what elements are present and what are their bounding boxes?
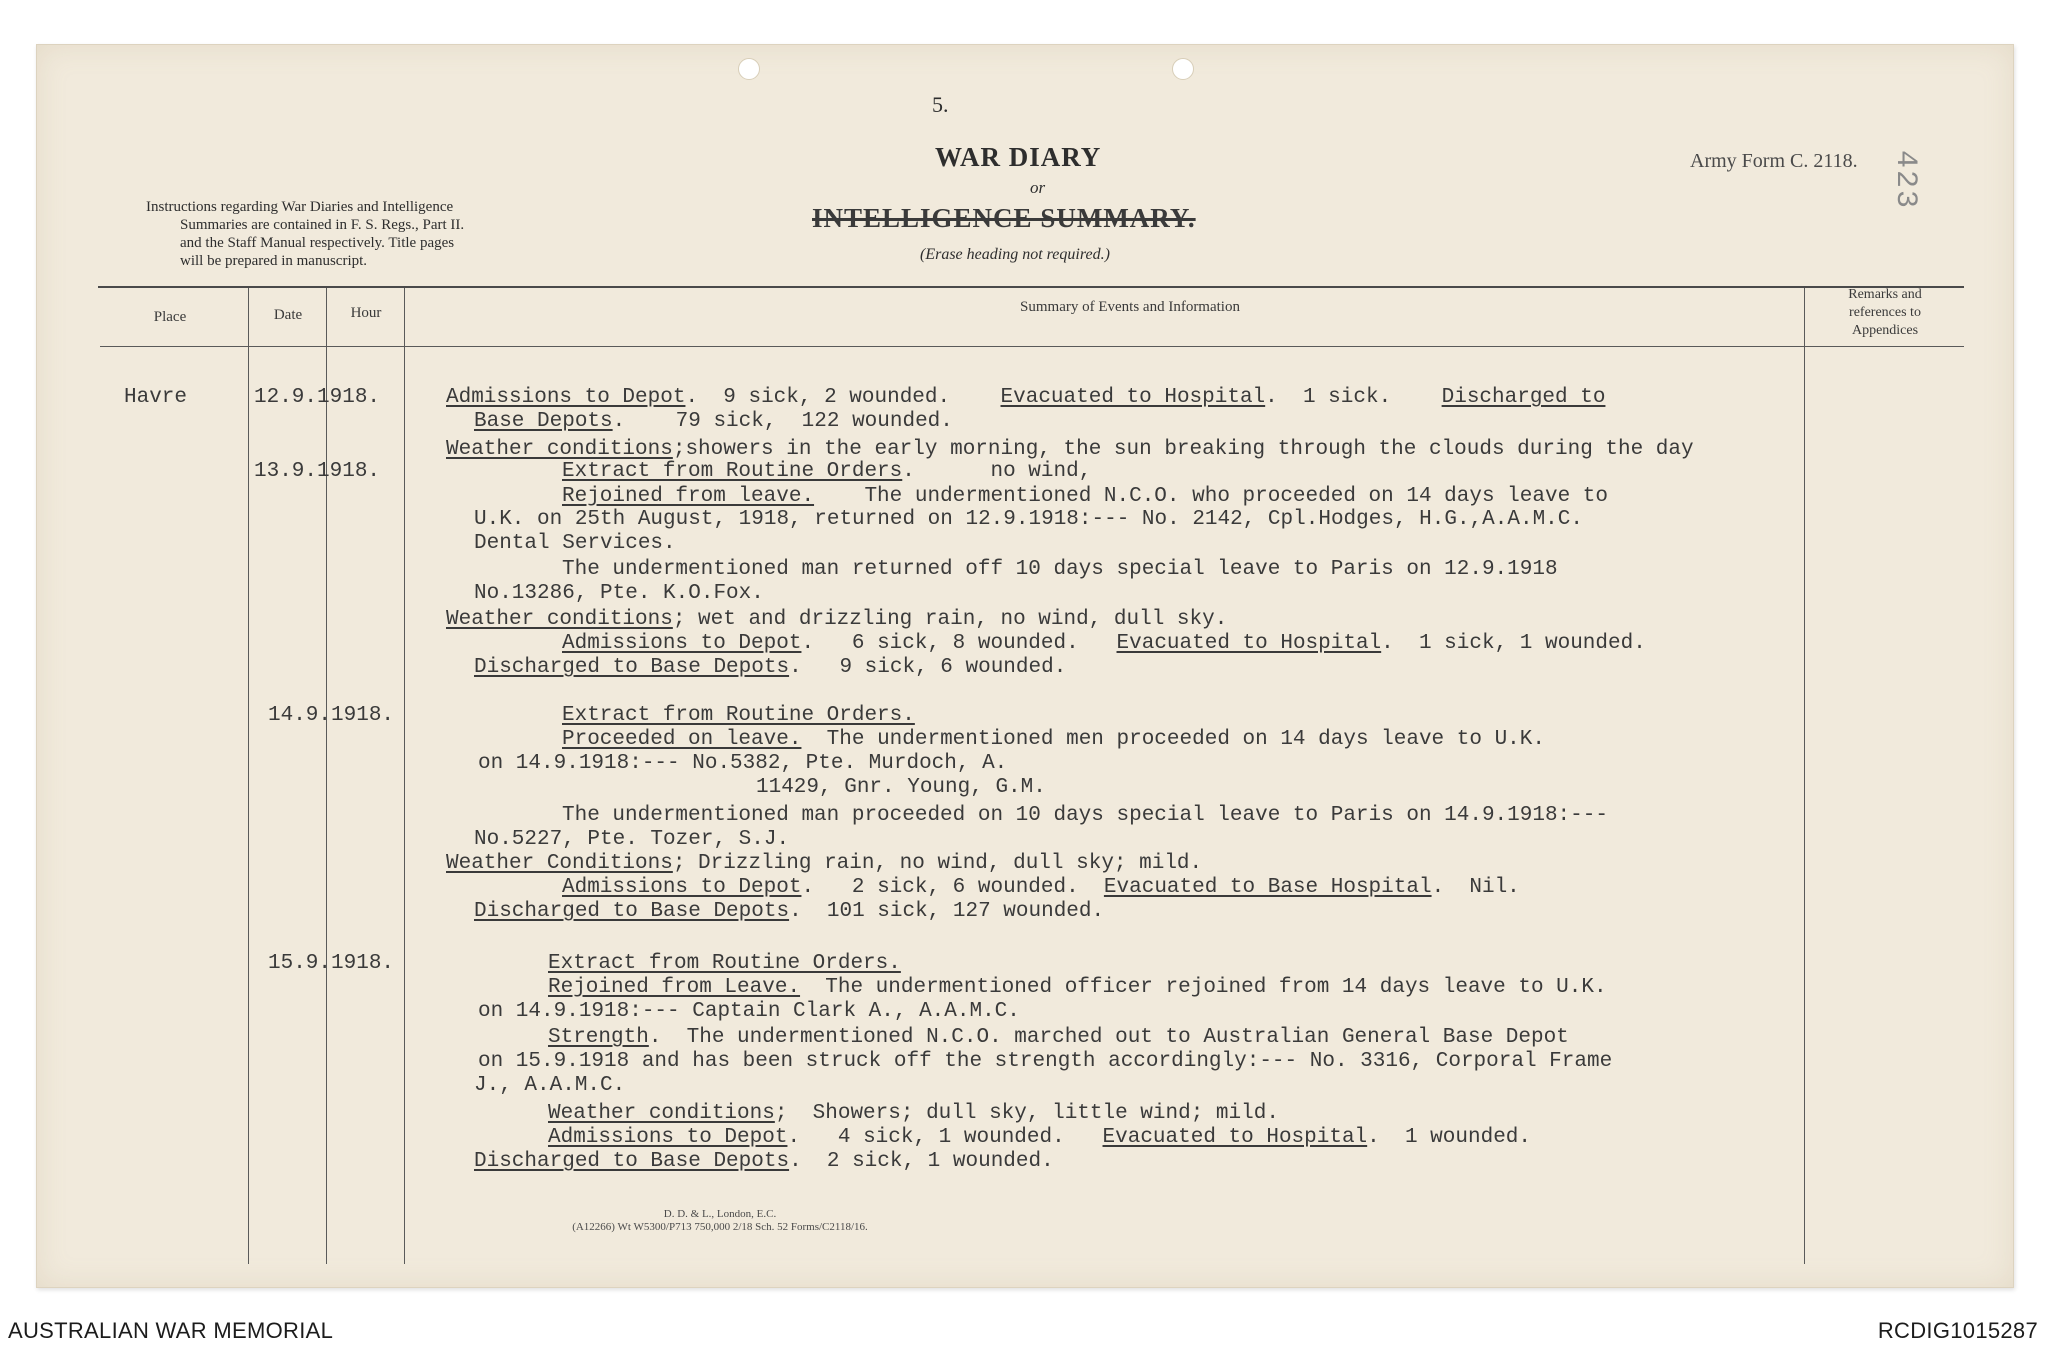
summary-line: Extract from Routine Orders. (548, 952, 901, 975)
date-cell: 12.9.1918. (254, 386, 381, 409)
summary-line: U.K. on 25th August, 1918, returned on 12.9.1918:--- No. 2142, Cpl.Hodges, H.G.,A.A.M.C. (474, 508, 1583, 531)
summary-line: Dental Services. (474, 532, 676, 555)
archive-credit: AUSTRALIAN WAR MEMORIAL (8, 1318, 334, 1343)
column-divider (326, 288, 327, 1264)
folio-number: 423 (1888, 150, 1922, 211)
date-cell: 15.9.1918. (268, 952, 395, 975)
summary-line: The undermentioned man proceeded on 10 days special leave to Paris on 14.9.1918:--- (562, 804, 1608, 827)
instruction-line: Summaries are contained in F. S. Regs., Part II. (180, 217, 465, 233)
summary-line: Rejoined from leave. The undermentioned N.C.O. who proceeded on 14 days leave to (562, 485, 1608, 508)
summary-line: J., A.A.M.C. (474, 1074, 626, 1097)
instruction-line: Instructions regarding War Diaries and Intelligence (146, 199, 454, 215)
date-cell: 13.9.1918. (254, 460, 381, 483)
summary-line: Discharged to Base Depots. 9 sick, 6 wounded. (474, 656, 1067, 679)
summary-line: Weather conditions; wet and drizzling rain, no wind, dull sky. (446, 608, 1228, 631)
summary-line: Strength. The undermentioned N.C.O. marched out to Australian General Base Depot (548, 1026, 1569, 1049)
punch-hole (738, 58, 760, 80)
summary-line: Admissions to Depot. 4 sick, 1 wounded. Evacuated to Hospital. 1 wounded. (548, 1126, 1531, 1149)
column-divider (1804, 288, 1805, 1264)
summary-line: Admissions to Depot. 6 sick, 8 wounded. Evacuated to Hospital. 1 sick, 1 wounded. (562, 632, 1646, 655)
summary-line: Admissions to Depot. 2 sick, 6 wounded. Evacuated to Base Hospital. Nil. (562, 876, 1520, 899)
summary-line: Base Depots. 79 sick, 122 wounded. (474, 410, 953, 433)
summary-line: Rejoined from Leave. The undermentioned officer rejoined from 14 days leave to U.K. (548, 976, 1607, 999)
col-remarks-header: Remarks and references to Appendices (1848, 287, 1922, 338)
summary-line: on 14.9.1918:--- No.5382, Pte. Murdoch, A. (478, 752, 1008, 775)
erase-note: (Erase heading not required.) (920, 246, 1110, 263)
summary-line: Weather conditions;showers in the early morning, the sun breaking through the clouds during the day (446, 438, 1694, 461)
summary-line: The undermentioned man returned off 10 days special leave to Paris on 12.9.1918 (562, 558, 1558, 581)
table-top-rule (98, 286, 1964, 288)
form-title: WAR DIARY (935, 142, 1102, 172)
summary-line: Extract from Routine Orders. (562, 704, 915, 727)
column-divider (248, 288, 249, 1264)
summary-line: Discharged to Base Depots. 2 sick, 1 wounded. (474, 1150, 1054, 1173)
instruction-line: will be prepared in manuscript. (180, 253, 368, 269)
col-summary-header: Summary of Events and Information (1020, 299, 1240, 315)
col-hour-header: Hour (350, 305, 382, 321)
header-bottom-rule (100, 346, 1964, 347)
summary-line: Proceeded on leave. The undermentioned men proceeded on 14 days leave to U.K. (562, 728, 1545, 751)
place-cell: Havre (124, 386, 188, 409)
column-divider (404, 288, 405, 1264)
summary-line: No.5227, Pte. Tozer, S.J. (474, 828, 790, 851)
punch-hole (1172, 58, 1194, 80)
summary-line: Discharged to Base Depots. 101 sick, 127 wounded. (474, 900, 1105, 923)
instruction-line: and the Staff Manual respectively. Title pages (180, 235, 455, 251)
summary-line: Weather conditions; Showers; dull sky, little wind; mild. (548, 1102, 1279, 1125)
struck-subtitle: INTELLIGENCE SUMMARY. (812, 203, 1196, 233)
date-cell: 14.9.1918. (268, 704, 395, 727)
summary-line: Extract from Routine Orders. no wind, (562, 460, 1092, 483)
archive-id: RCDIG1015287 (1877, 1318, 2038, 1343)
summary-line: Admissions to Depot. 9 sick, 2 wounded. Evacuated to Hospital. 1 sick. Discharged to (446, 386, 1606, 409)
or-text: or (1030, 178, 1046, 197)
col-place-header: Place (153, 309, 187, 325)
printer-imprint: D. D. & L., London, E.C. (A12266) Wt W5300/P713 750,000 2/18 Sch. 52 Forms/C2118/16. (572, 1208, 868, 1233)
summary-line: on 14.9.1918:--- Captain Clark A., A.A.M.C. (478, 1000, 1020, 1023)
summary-line: on 15.9.1918 and has been struck off the strength accordingly:--- No. 3316, Corporal Frame (478, 1050, 1613, 1073)
col-date-header: Date (273, 307, 303, 323)
army-form-number: Army Form C. 2118. (1690, 150, 1858, 172)
page-number: 5. (932, 92, 949, 117)
summary-line: Weather Conditions; Drizzling rain, no wind, dull sky; mild. (446, 852, 1203, 875)
summary-line: 11429, Gnr. Young, G.M. (756, 776, 1046, 799)
summary-line: No.13286, Pte. K.O.Fox. (474, 582, 764, 605)
instructions (146, 198, 464, 270)
